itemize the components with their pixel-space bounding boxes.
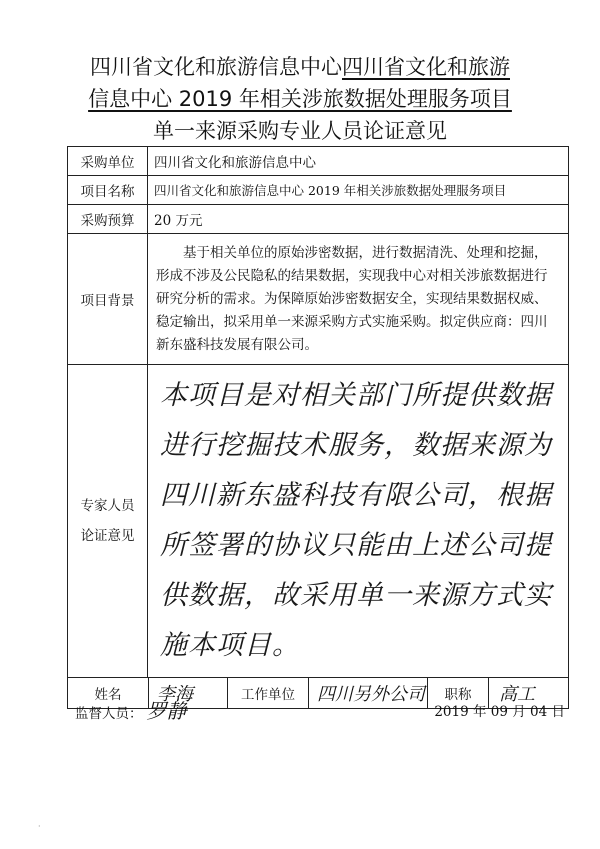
expert-label-line-1: 专家人员 (80, 498, 135, 514)
title-label: 职称 (427, 678, 488, 708)
work-unit-label: 工作单位 (227, 678, 308, 708)
argument-form-table (67, 146, 569, 709)
title-line-1 (60, 52, 540, 82)
supervisor (75, 695, 187, 724)
background-label: 项目背景 (68, 234, 148, 365)
expert-opinion-cell (148, 365, 569, 678)
row-project (68, 176, 569, 205)
row-expert-opinion (68, 365, 569, 678)
expert-label (68, 365, 148, 678)
row-background (68, 234, 569, 365)
purchaser-label: 采购单位 (68, 147, 148, 176)
purchaser-value: 四川省文化和旅游信息中心 (148, 147, 569, 176)
title-line-1-underlined: 四川省文化和旅游 (342, 55, 510, 79)
expert-label-line-2: 论证意见 (80, 528, 135, 544)
row-budget (68, 205, 569, 234)
project-value: 四川省文化和旅游信息中心 2019 年相关涉旅数据处理服务项目 (148, 176, 569, 205)
title-line-2 (60, 84, 540, 114)
background-cell (148, 234, 569, 365)
name-label: 姓名 (94, 687, 122, 703)
footer (75, 695, 565, 724)
background-text: 基于相关单位的原始涉密数据，进行数据清洗、处理和挖掘，形成不涉及公民隐私的结果数据，实现我中心对相关涉旅数据进行研究分析的需求。为保障原始涉密数据安全，实现结果数据权威、稳定输出，拟采用单一来源采购方式实施采购。拟定供应商：四川新东盛科技发展有限公司。 (156, 244, 548, 353)
work-unit-signature: 四川另外公司 (308, 678, 427, 708)
expert-opinion-handwriting: 本项目是对相关部门所提供数据进行挖掘技术服务，数据来源为四川新东盛科技有限公司，根据所签署的协议只能由上述公司提供数据，故采用单一来源方式实施本项目。 (160, 380, 552, 661)
date: 2019 年 09 月 04 日 (434, 703, 565, 720)
name-signature: 李海 (148, 678, 227, 708)
budget-label: 采购预算 (68, 205, 148, 234)
title-signature: 高工 (488, 678, 568, 708)
scan-speck: · (38, 822, 41, 831)
title-line-3: 单一来源采购专业人员论证意见 (153, 119, 447, 143)
project-label: 项目名称 (68, 176, 148, 205)
row-purchaser (68, 147, 569, 176)
supervisor-signature: 罗静 (146, 699, 187, 723)
title-line-1-prefix: 四川省文化和旅游信息中心 (90, 55, 342, 79)
supervisor-label: 监督人员： (75, 706, 143, 722)
budget-value: 20 万元 (148, 205, 569, 234)
title-line-2-text: 信息中心 2019 年相关涉旅数据处理服务项目 (88, 87, 512, 111)
